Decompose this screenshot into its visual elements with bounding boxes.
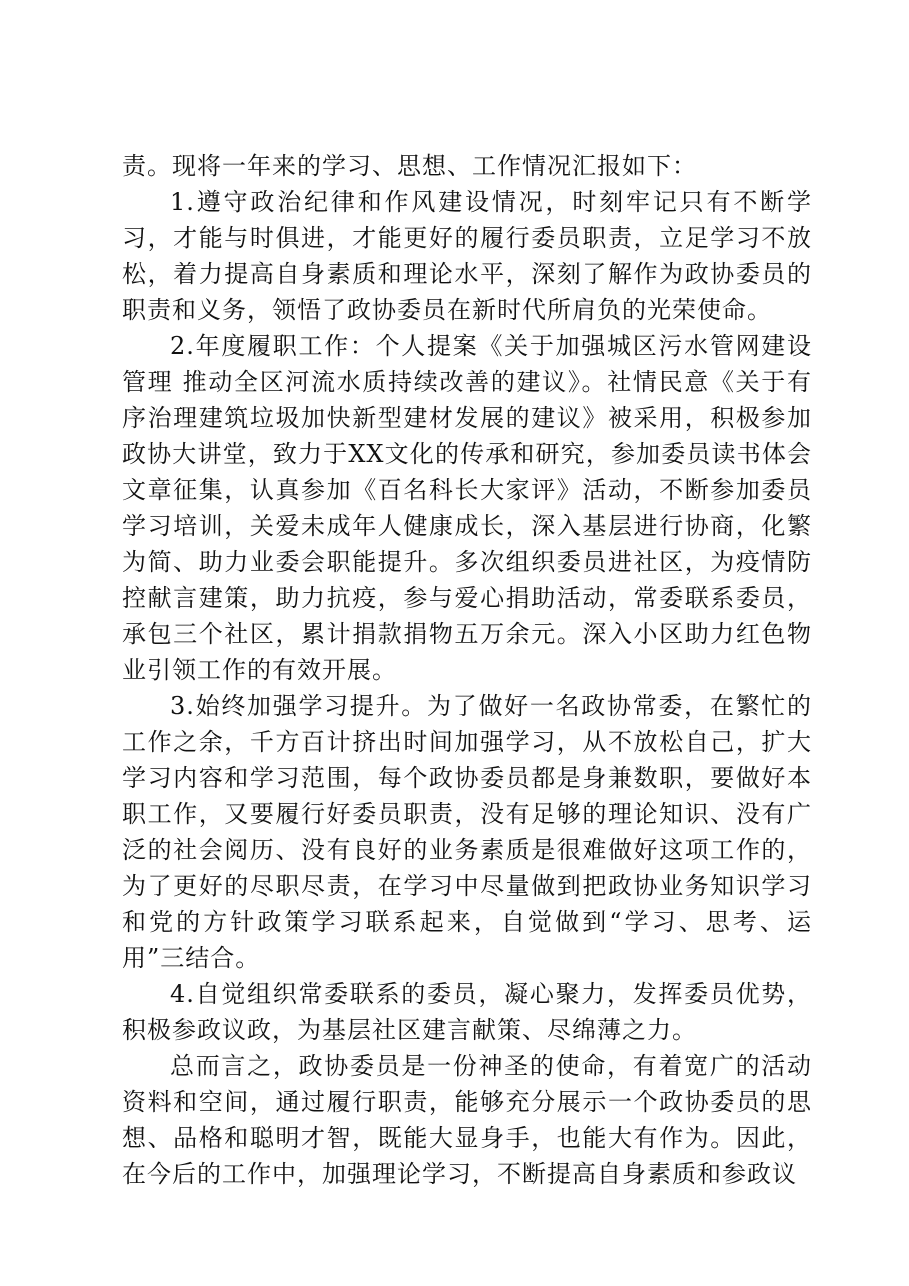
paragraph-intro: 责。现将一年来的学习、思想、工作情况汇报如下： xyxy=(122,152,697,180)
paragraph-item-3: 3.始终加强学习提升。为了做好一名政协常委，在繁忙的工作之余，千方百计挤出时间加强学习，从不放松自己，扩大学习内容和学习范围，每个政协委员都是身兼数职，要做好本职工作，又要履行好委员职责，没有足够的理论知识、没有广泛的社会阅历、没有良好的业务素质是很难做好这项工作的，为了更好的尽职尽责，在学习中尽量做到把政协业务知识学习和党的方针政策学习联系起来，自觉做到“学习、思考、运用”三结合。 xyxy=(122,692,812,972)
document-page xyxy=(122,148,812,1192)
paragraph-item-1: 1.遵守政治纪律和作风建设情况，时刻牢记只有不断学习，才能与时俱进，才能更好的履行委员职责，立足学习不放松，着力提高自身素质和理论水平，深刻了解作为政协委员的职责和义务，领悟了政协委员在新时代所肩负的光荣使命。 xyxy=(122,188,812,324)
paragraph-item-2: 2.年度履职工作：个人提案《关于加强城区污水管网建设管理 推动全区河流水质持续改善的建议》。社情民意《关于有序治理建筑垃圾加快新型建材发展的建议》被采用，积极参加政协大讲堂，致力于XX文化的传承和研究，参加委员读书体会文章征集，认真参加《百名科长大家评》活动，不断参加委员学习培训，关爱未成年人健康成长，深入基层进行协商，化繁为简、助力业委会职能提升。多次组织委员进社区，为疫情防控献言建策，助力抗疫，参与爱心捐助活动，常委联系委员，承包三个社区，累计捐款捐物五万余元。深入小区助力红色物业引领工作的有效开展。 xyxy=(122,332,812,684)
paragraph-summary: 总而言之，政协委员是一份神圣的使命，有着宽广的活动资料和空间，通过履行职责，能够充分展示一个政协委员的思想、品格和聪明才智，既能大显身手，也能大有作为。因此，在今后的工作中，加强理论学习，不断提高自身素质和参政议 xyxy=(122,1052,812,1188)
paragraph-item-4: 4.自觉组织常委联系的委员，凝心聚力，发挥委员优势，积极参政议政，为基层社区建言献策、尽绵薄之力。 xyxy=(122,980,812,1044)
